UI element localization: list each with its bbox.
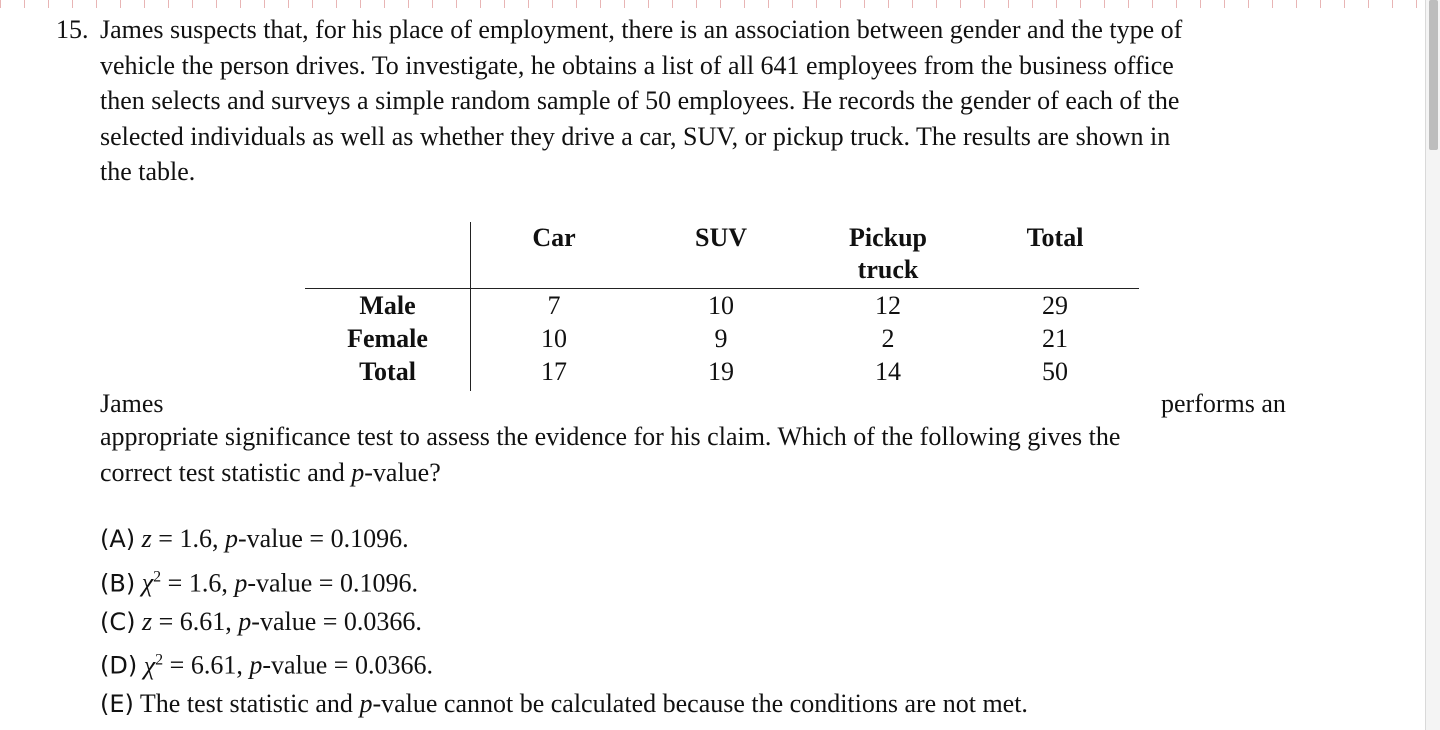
question-line: vehicle the person drives. To investigate, he obtains a list of all 641 employees from the business office [100,50,1174,80]
table-cell: 21 [1042,324,1068,353]
question-line: the table. [100,157,196,186]
table-row [305,355,1139,391]
question-number: 15. [56,15,89,44]
table-cell: 14 [875,357,901,386]
answer-choices [100,520,1028,724]
followup-text [100,419,1340,490]
table-row [305,289,1139,323]
followup-line: appropriate significance test to assess the evidence for his claim. Which of the following gives the [100,422,1121,451]
choice-d[interactable]: (D) $\chi^2 = 6.61$, p-value = 0.0366. [100,650,433,680]
top-ruler [0,0,1424,10]
table-cell: 2 [881,324,895,353]
table-row [305,322,1139,355]
choice-a[interactable]: (A) z = 1.6, p-value = 0.1096. [100,524,409,553]
table-cell: 17 [541,357,567,386]
column-header-suv: SUV [694,223,747,252]
table-cell: 19 [708,357,734,386]
row-header-male: Male [305,289,471,323]
vertical-scrollbar[interactable] [1425,0,1440,730]
choice-e[interactable]: (E) The test statistic and p-value cannot be calculated because the conditions are not met. [100,689,1028,719]
table-cell: 10 [541,324,567,353]
column-header-car: Car [532,223,576,252]
column-header-pickup-truck: Pickup truck [848,223,928,284]
choice-c[interactable]: (C) z = 6.61, p-value = 0.0366. [100,606,422,636]
column-header-total: Total [1026,223,1084,252]
table-cell: 9 [714,324,728,353]
contingency-table [305,222,1139,391]
table-cell: 12 [805,289,971,323]
question-line: James suspects that, for his place of employment, there is an association between gender and the type of [100,15,1183,44]
question-line: then selects and surveys a simple random sample of 50 employees. He records the gender of each of the [100,86,1180,115]
choice-b[interactable]: (B) $\chi^2 = 1.6$, p-value = 0.1096. [100,568,418,598]
table-cell: 10 [637,289,805,323]
question-line: selected individuals as well as whether they drive a car, SUV, or pickup truck. The results are shown in [100,121,1171,151]
table-corner [305,222,471,289]
row-header-female: Female [305,322,471,355]
table-cell: 29 [971,289,1139,323]
question-text [100,12,1340,190]
table-cell: 7 [471,289,638,323]
table-cell: 50 [1042,357,1068,386]
followup-line: correct test statistic and p-value? [100,457,441,487]
scrollbar-thumb[interactable] [1429,0,1438,150]
row-header-total: Total [305,355,471,391]
followup-start: James [100,389,164,418]
followup-justified-end: performs an [1161,389,1286,418]
